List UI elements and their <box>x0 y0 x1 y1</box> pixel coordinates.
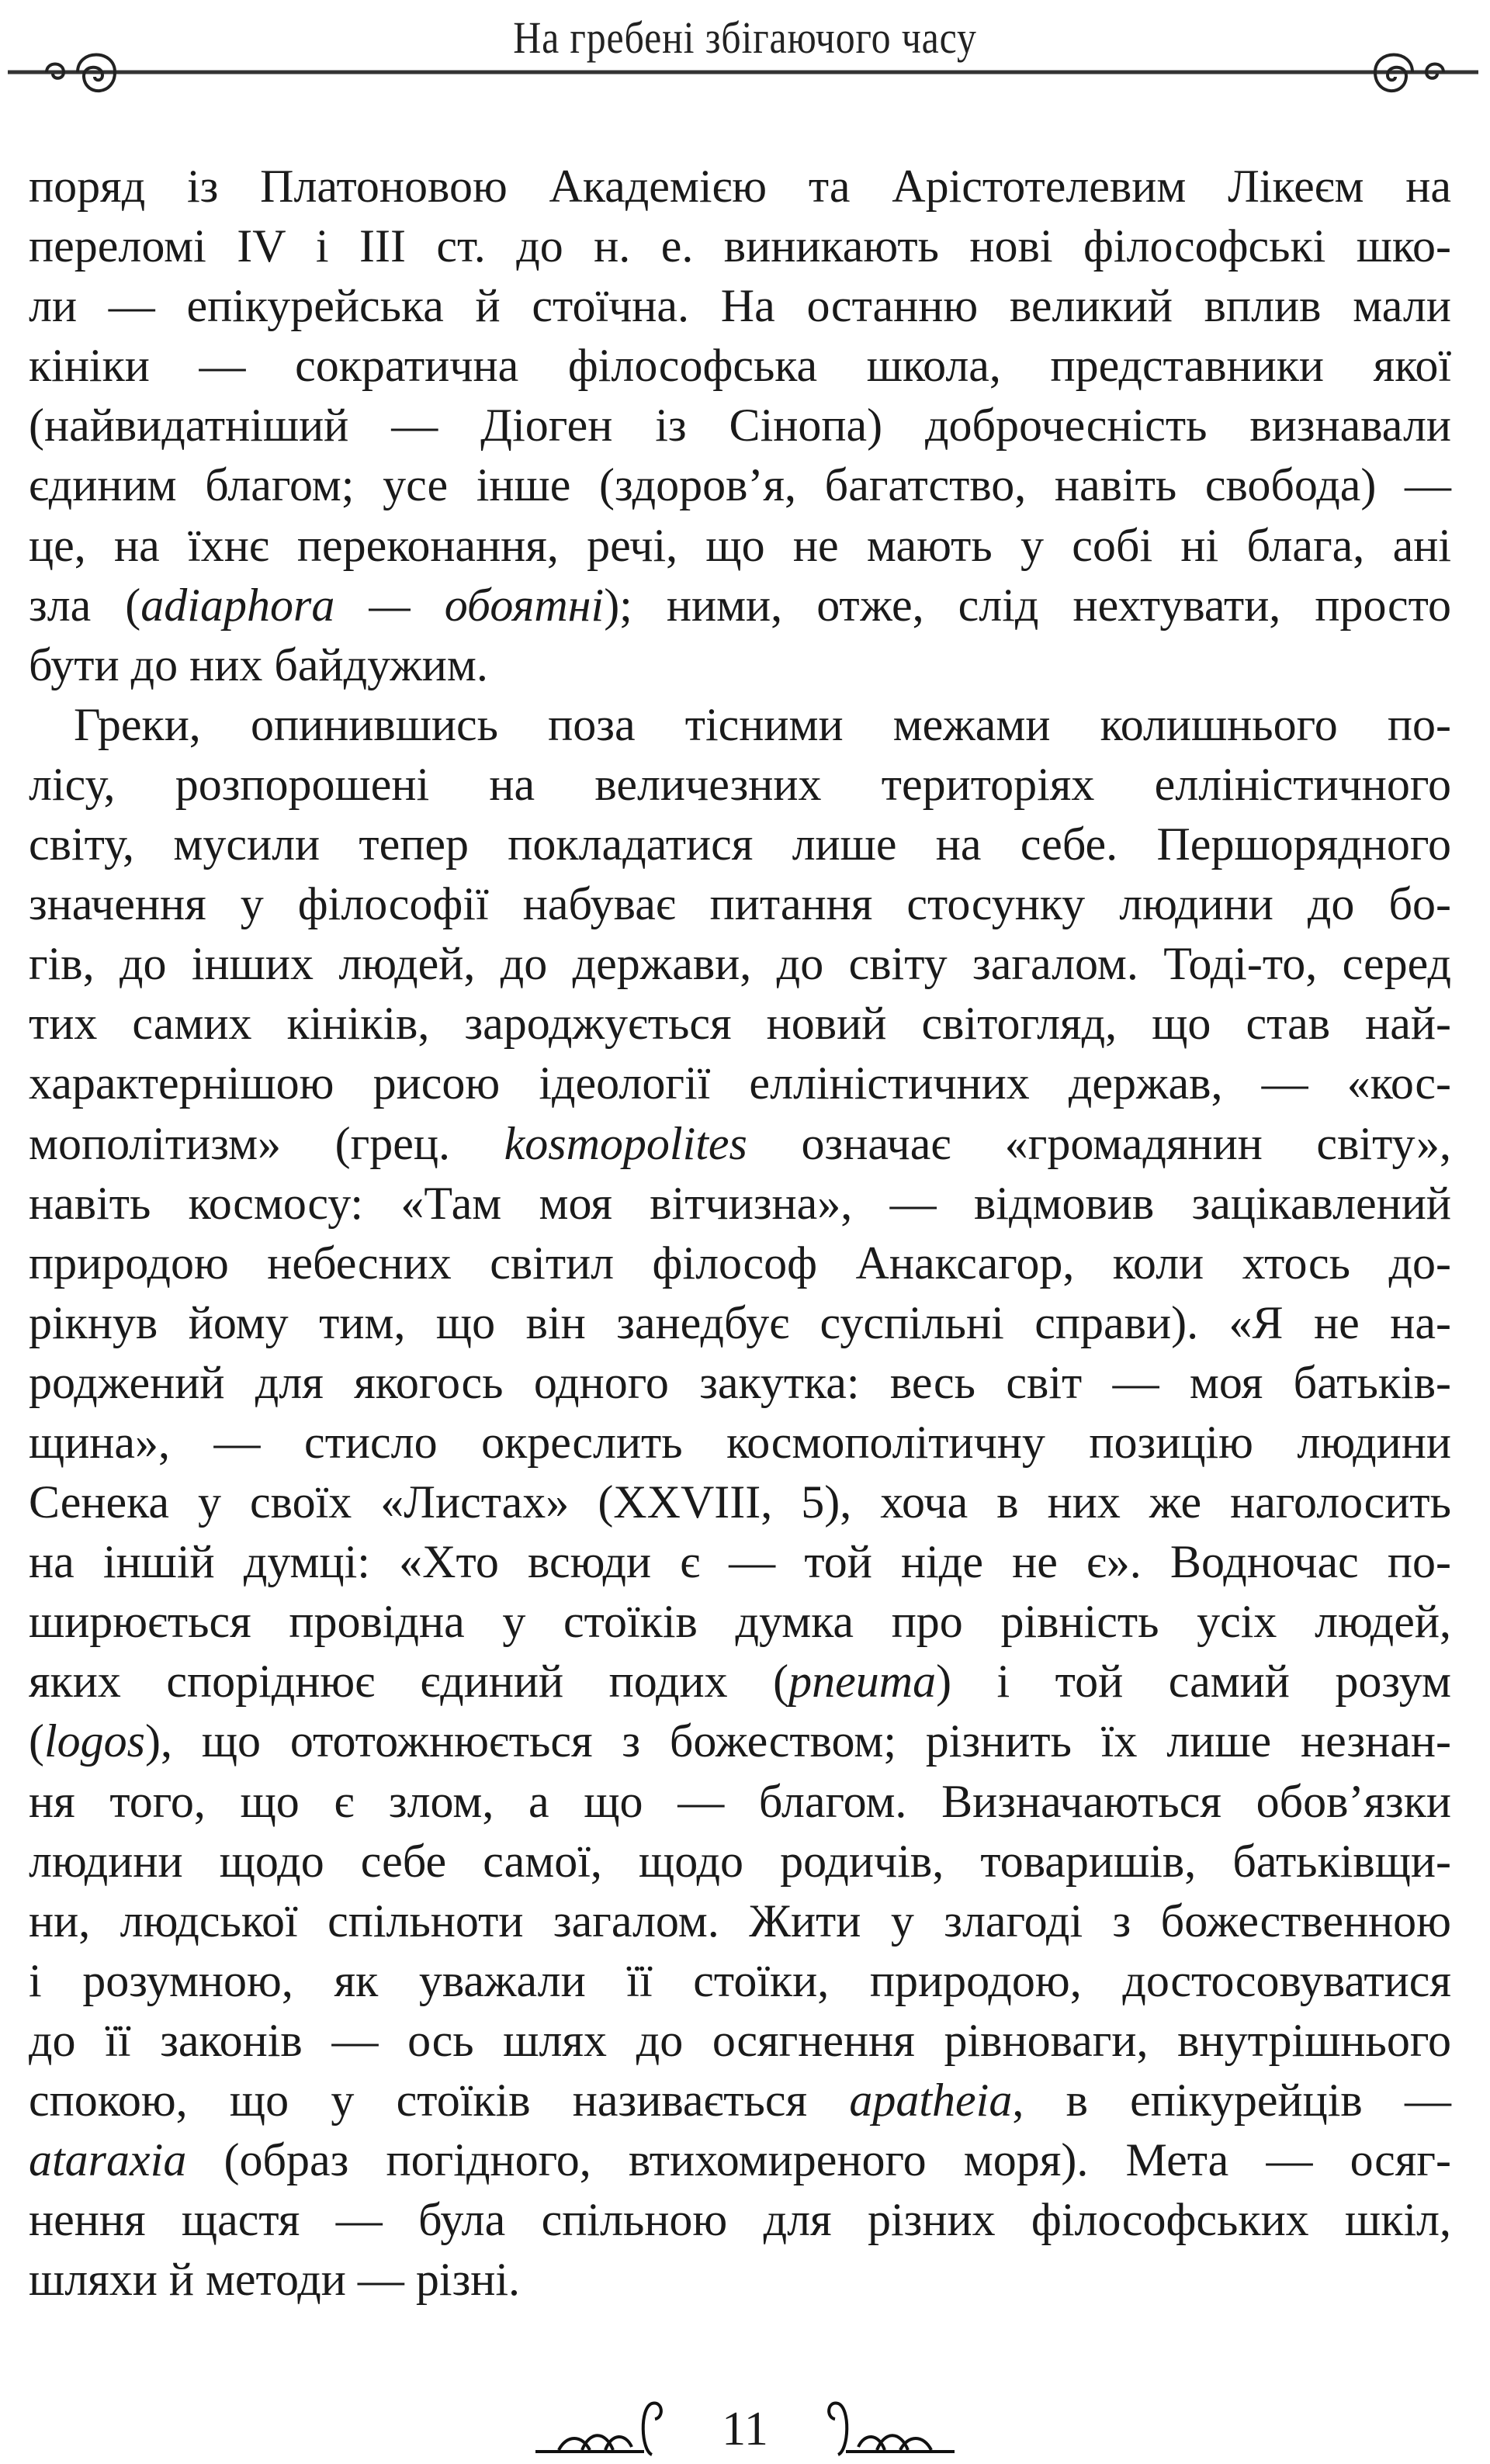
italic-term: apatheia <box>849 2075 1013 2126</box>
text-segment: переломі IV і III ст. до н. е. виникають нові філософські шко- <box>29 220 1451 272</box>
text-segment: тих самих кініків, зароджується новий світогляд, що став най- <box>29 998 1451 1050</box>
text-segment: ни, людської спільноти загалом. Жити у злагоді з божественною <box>29 1895 1451 1947</box>
text-line <box>29 815 1451 874</box>
text-segment: бути до них байдужим. <box>29 638 488 690</box>
text-segment: (образ погідного, втихомиреного моря). Мета — осяг- <box>186 2134 1451 2186</box>
text-line <box>29 455 1451 515</box>
text-segment: ); ними, отже, слід нехтувати, просто <box>604 579 1452 631</box>
text-line <box>29 1832 1451 1891</box>
text-segment: Греки, опинившись поза тісними межами колишнього по- <box>74 698 1451 750</box>
text-segment: лісу, розпорошені на величезних територіях елліністичного <box>29 758 1451 810</box>
text-segment: ), що ототожнюється з божеством; різнить їх лише незнан- <box>145 1715 1451 1767</box>
text-segment: , в епікурейців — <box>1012 2075 1451 2126</box>
text-segment: ширюється провідна у стоїків думка про рівність усіх людей, <box>29 1596 1451 1648</box>
text-line <box>29 2011 1451 2071</box>
text-line <box>29 2190 1451 2250</box>
text-segment: гів, до інших людей, до держави, до світу загалом. Тоді-то, серед <box>29 938 1451 990</box>
text-segment: мополітизм» (грец. <box>29 1117 504 1169</box>
text-segment: щина», — стисло окреслить космополітичну позицію людини <box>29 1416 1451 1468</box>
text-segment: і розумною, як уважали її стоїки, природою, достосовуватися <box>29 1954 1451 2006</box>
text-line <box>29 1234 1451 1293</box>
text-line <box>29 516 1451 576</box>
page-footer <box>0 2396 1490 2458</box>
text-line <box>29 874 1451 934</box>
page-number: 11 <box>722 2403 768 2455</box>
italic-term: ataraxia <box>29 2134 187 2186</box>
text-segment: людини щодо себе самої, щодо родичів, товаришів, батьківщи- <box>29 1835 1451 1887</box>
text-segment: (найвидатніший — Діоген із Сінопа) доброчесність визнавали <box>29 400 1451 452</box>
text-segment: до її законів — ось шлях до осягнення рівноваги, внутрішнього <box>29 2014 1451 2066</box>
text-segment: кініки — сократична філософська школа, представники якої <box>29 340 1451 392</box>
text-segment: означає «громадянин світу», <box>747 1117 1451 1169</box>
italic-term: kosmopolites <box>504 1117 747 1169</box>
text-segment: Сенека у своїх «Листах» (XXVIII, 5), хоча в них же наголосить <box>29 1476 1451 1528</box>
text-line <box>29 1353 1451 1413</box>
text-line <box>29 576 1451 635</box>
text-segment: на іншій думці: «Хто всюди є — той ніде не є». Водночас по- <box>29 1536 1451 1588</box>
text-segment: рікнув йому тим, що він занедбує суспільні справи). «Я не на- <box>29 1296 1451 1348</box>
text-line <box>29 1473 1451 1532</box>
right-footer-flourish-icon <box>807 2396 962 2458</box>
text-segment: нення щастя — була спільною для різних філософських шкіл, <box>29 2194 1451 2246</box>
text-line <box>29 1532 1451 1592</box>
text-segment: роджений для якогось одного закутка: весь світ — моя батьків- <box>29 1356 1451 1408</box>
text-line <box>29 336 1451 396</box>
text-line <box>29 2071 1451 2130</box>
text-line <box>29 2130 1451 2190</box>
text-segment: зла ( <box>29 579 141 631</box>
text-segment: спокою, що у стоїків називається <box>29 2075 850 2126</box>
text-segment: це, на їхнє переконання, речі, що не мають у собі ні блага, ані <box>29 519 1451 571</box>
text-line <box>29 1652 1451 1711</box>
text-segment: ли — епікурейська й стоїчна. На останню великий вплив мали <box>29 280 1451 332</box>
italic-term: logos <box>43 1715 146 1767</box>
text-line <box>29 1592 1451 1652</box>
text-line <box>29 695 1451 755</box>
text-segment: яких споріднює єдиний подих ( <box>29 1656 789 1708</box>
italic-term: pneuma <box>788 1656 937 1708</box>
text-line <box>29 1772 1451 1832</box>
text-segment: ) і той самий розум <box>936 1656 1451 1708</box>
text-line <box>29 2250 1451 2310</box>
text-line <box>29 635 1451 695</box>
text-segment: єдиним благом; усе інше (здоров’я, багатство, навіть свобода) — <box>29 459 1451 511</box>
text-segment: ня того, що є злом, а що — благом. Визначаються обов’язки <box>29 1775 1451 1827</box>
text-line <box>29 994 1451 1054</box>
body-text <box>29 157 1451 2310</box>
text-line <box>29 1951 1451 2011</box>
text-line <box>29 396 1451 455</box>
text-segment: навіть космосу: «Там моя вітчизна», — відмовив зацікавлений <box>29 1177 1451 1229</box>
text-segment: значення у філософії набуває питання стосунку людини до бо- <box>29 878 1451 930</box>
text-segment: природою небесних світил філософ Анаксагор, коли хтось до- <box>29 1237 1451 1289</box>
text-line <box>29 276 1451 336</box>
text-segment: ( <box>29 1715 44 1767</box>
text-line <box>29 1174 1451 1234</box>
text-line <box>29 1114 1451 1174</box>
text-segment: характернішою рисою ідеології елліністичних держав, — «кос- <box>29 1057 1451 1109</box>
text-line <box>29 1711 1451 1771</box>
text-segment: шляхи й методи — різні. <box>29 2254 521 2306</box>
text-line <box>29 1054 1451 1113</box>
text-line <box>29 157 1451 216</box>
text-segment: поряд із Платоновою Академією та Арістотелевим Лікеєм на <box>29 161 1451 212</box>
text-line <box>29 1413 1451 1473</box>
text-line <box>29 934 1451 994</box>
italic-term: adiaphora — обоятні <box>140 579 605 631</box>
text-line <box>29 1891 1451 1951</box>
running-title: На гребені збігаючого часу <box>513 12 977 63</box>
text-segment: світу, мусили тепер покладатися лише на себе. Першорядного <box>29 818 1451 870</box>
text-line <box>29 1293 1451 1353</box>
text-line <box>29 216 1451 276</box>
header-ornamental-rule <box>0 47 1490 101</box>
text-line <box>29 755 1451 815</box>
